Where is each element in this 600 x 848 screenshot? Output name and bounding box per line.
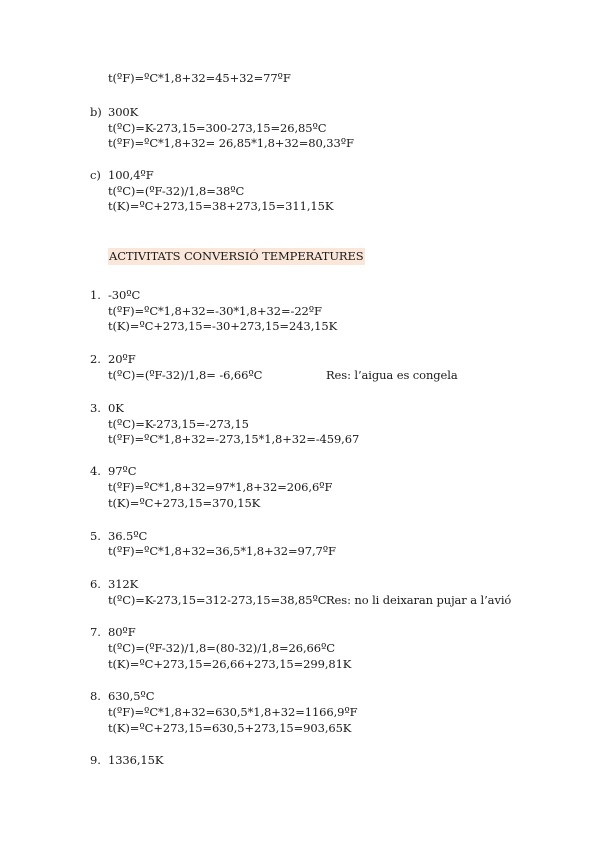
activity-formula: t(ºF)=ºC*1,8+32=97*1,8+32=206,6ºF — [108, 480, 333, 494]
activity-number: 2. — [90, 352, 101, 366]
activity-number: 4. — [90, 464, 101, 478]
activity-title: -30ºC — [108, 288, 141, 302]
activity-formula: t(ºC)=(ºF-32)/1,8=(80-32)/1,8=26,66ºC — [108, 641, 335, 655]
activity-title: 20ºF — [108, 352, 136, 366]
activity-number: 3. — [90, 401, 101, 415]
activity-formula: t(ºC)=K-273,15=312-273,15=38,85ºC — [108, 593, 327, 607]
example-formula: t(ºF)=ºC*1,8+32= 26,85*1,8+32=80,33ºF — [108, 136, 354, 150]
activity-title: 36.5ºC — [108, 529, 148, 543]
activity-result-note: Res: no li deixaran pujar a l’avió — [326, 593, 512, 607]
section-heading: ACTIVITATS CONVERSIÓ TEMPERATURES — [109, 249, 364, 263]
activity-formula: t(ºC)=(ºF-32)/1,8= -6,66ºC — [108, 368, 263, 382]
example-formula: t(ºC)=K-273,15=300-273,15=26,85ºC — [108, 121, 327, 135]
activity-formula: t(ºF)=ºC*1,8+32=36,5*1,8+32=97,7ºF — [108, 544, 336, 558]
activity-result-note: Res: l’aigua es congela — [326, 368, 458, 382]
activity-title: 0K — [108, 401, 124, 415]
activity-formula: t(ºC)=K-273,15=-273,15 — [108, 417, 249, 431]
activity-number: 7. — [90, 625, 101, 639]
example-title: 300K — [108, 105, 139, 119]
example-formula: t(ºC)=(ºF-32)/1,8=38ºC — [108, 184, 245, 198]
activity-formula: t(ºF)=ºC*1,8+32=-30*1,8+32=-22ºF — [108, 304, 322, 318]
activity-number: 8. — [90, 689, 101, 703]
activity-number: 5. — [90, 529, 101, 543]
example-marker: b) — [90, 105, 102, 119]
activity-title: 312K — [108, 577, 139, 591]
activity-formula: t(K)=ºC+273,15=630,5+273,15=903,65K — [108, 721, 352, 735]
example-formula: t(K)=ºC+273,15=38+273,15=311,15K — [108, 199, 334, 213]
activity-number: 9. — [90, 753, 101, 767]
activity-title: 97ºC — [108, 464, 137, 478]
activity-number: 6. — [90, 577, 101, 591]
activity-formula: t(ºF)=ºC*1,8+32=630,5*1,8+32=1166,9ºF — [108, 705, 358, 719]
example-title: 100,4ºF — [108, 168, 154, 182]
activity-formula: t(K)=ºC+273,15=-30+273,15=243,15K — [108, 319, 338, 333]
activity-title: 630,5ºC — [108, 689, 155, 703]
intro-formula: t(ºF)=ºC*1,8+32=45+32=77ºF — [108, 71, 291, 85]
activity-formula: t(K)=ºC+273,15=370,15K — [108, 496, 261, 510]
activity-formula: t(ºF)=ºC*1,8+32=-273,15*1,8+32=-459,67 — [108, 432, 360, 446]
activity-formula: t(K)=ºC+273,15=26,66+273,15=299,81K — [108, 657, 352, 671]
activity-title: 1336,15K — [108, 753, 164, 767]
activity-number: 1. — [90, 288, 101, 302]
example-marker: c) — [90, 168, 101, 182]
activity-title: 80ºF — [108, 625, 136, 639]
